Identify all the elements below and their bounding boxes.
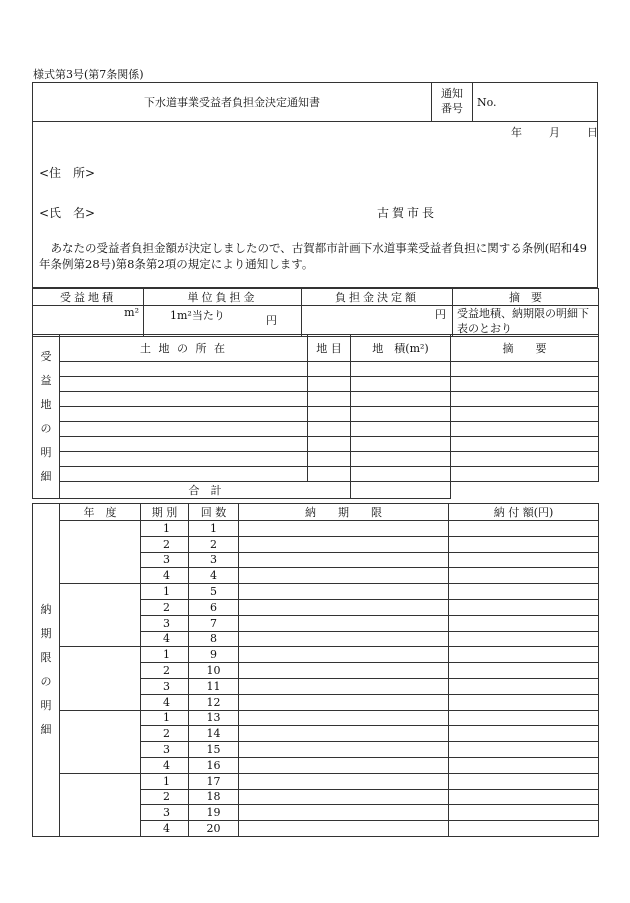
fiscal-year-cell[interactable]	[60, 584, 141, 647]
due-date-cell[interactable]	[239, 615, 449, 631]
total-charge-cell[interactable]: 円	[302, 306, 453, 337]
payment-amount-cell[interactable]	[449, 584, 599, 600]
count-cell: 10	[189, 663, 239, 679]
document-header	[32, 82, 598, 122]
term-cell: 3	[141, 615, 189, 631]
payment-row	[33, 773, 599, 789]
payment-amount-cell[interactable]	[449, 631, 599, 647]
count-cell: 11	[189, 678, 239, 694]
payment-amount-cell[interactable]	[449, 757, 599, 773]
payment-amount-cell[interactable]	[449, 552, 599, 568]
term-cell: 1	[141, 521, 189, 537]
due-date-cell[interactable]	[239, 631, 449, 647]
payment-amount-cell[interactable]	[449, 678, 599, 694]
term-cell: 2	[141, 663, 189, 679]
payment-row	[33, 521, 599, 537]
land-total-row	[33, 482, 599, 499]
header-unit-charge: 単位負担金	[144, 289, 302, 306]
term-cell: 1	[141, 647, 189, 663]
term-cell: 4	[141, 757, 189, 773]
land-details-table	[32, 334, 599, 499]
form-number-label: 様式第3号(第7条関係)	[33, 68, 144, 81]
count-cell: 20	[189, 821, 239, 837]
term-cell: 1	[141, 584, 189, 600]
due-date-cell[interactable]	[239, 773, 449, 789]
count-cell: 5	[189, 584, 239, 600]
count-cell: 8	[189, 631, 239, 647]
header-land-area: 地 積(m²)	[351, 335, 451, 362]
fiscal-year-cell[interactable]	[60, 647, 141, 710]
payment-row	[33, 647, 599, 663]
payment-details-label: 納 期 限 の 明 細	[33, 504, 60, 837]
payment-amount-cell[interactable]	[449, 663, 599, 679]
term-cell: 3	[141, 678, 189, 694]
due-date-cell[interactable]	[239, 568, 449, 584]
land-row	[33, 392, 599, 407]
due-date-cell[interactable]	[239, 789, 449, 805]
count-cell: 18	[189, 789, 239, 805]
count-cell: 14	[189, 726, 239, 742]
land-row	[33, 422, 599, 437]
count-cell: 3	[189, 552, 239, 568]
unit-charge-cell[interactable]: 1m²当たり 円	[144, 306, 302, 337]
due-date-cell[interactable]	[239, 536, 449, 552]
payment-amount-cell[interactable]	[449, 742, 599, 758]
count-cell: 2	[189, 536, 239, 552]
land-total-area[interactable]	[351, 482, 451, 499]
land-row	[33, 377, 599, 392]
address-label: <住 所>	[39, 166, 96, 180]
land-details-label: 受 益 地 の 明 細	[33, 335, 60, 499]
mayor-signature: 古賀市長	[377, 206, 438, 220]
due-date-cell[interactable]	[239, 552, 449, 568]
payment-amount-cell[interactable]	[449, 694, 599, 710]
count-cell: 6	[189, 599, 239, 615]
name-label: <氏 名>	[39, 206, 96, 220]
term-cell: 4	[141, 568, 189, 584]
payment-amount-cell[interactable]	[449, 647, 599, 663]
header-payment-amount: 納 付 額(円)	[449, 504, 599, 521]
due-date-cell[interactable]	[239, 663, 449, 679]
payment-amount-cell[interactable]	[449, 773, 599, 789]
term-cell: 3	[141, 805, 189, 821]
payment-amount-cell[interactable]	[449, 805, 599, 821]
divider	[472, 83, 473, 121]
payment-amount-cell[interactable]	[449, 726, 599, 742]
payment-amount-cell[interactable]	[449, 789, 599, 805]
payment-row	[33, 584, 599, 600]
count-cell: 7	[189, 615, 239, 631]
term-cell: 2	[141, 599, 189, 615]
header-area: 受益地積	[33, 289, 144, 306]
amount-table	[32, 288, 599, 337]
header-land-remarks: 摘 要	[451, 335, 599, 362]
term-cell: 1	[141, 710, 189, 726]
count-cell: 15	[189, 742, 239, 758]
notice-text: あなたの受益者負担金額が決定しましたので、古賀都市計画下水道事業受益者負担に関する条例(昭和49年条例第28号)第8条第2項の規定により通知します。	[39, 241, 587, 271]
count-cell: 12	[189, 694, 239, 710]
term-cell: 4	[141, 694, 189, 710]
fiscal-year-cell[interactable]	[60, 773, 141, 836]
notice-body	[32, 121, 598, 288]
count-cell: 17	[189, 773, 239, 789]
due-date-cell[interactable]	[239, 821, 449, 837]
date-month: 月	[549, 126, 560, 139]
notice-number-field[interactable]: No.	[477, 96, 497, 109]
due-date-cell[interactable]	[239, 521, 449, 537]
count-cell: 19	[189, 805, 239, 821]
term-cell: 2	[141, 536, 189, 552]
land-row	[33, 467, 599, 482]
due-date-cell[interactable]	[239, 678, 449, 694]
term-cell: 1	[141, 773, 189, 789]
land-row	[33, 437, 599, 452]
header-total-charge: 負担金決定額	[302, 289, 453, 306]
payment-amount-cell[interactable]	[449, 615, 599, 631]
land-total-label: 合 計	[60, 482, 351, 499]
payment-amount-cell[interactable]	[449, 821, 599, 837]
due-date-cell[interactable]	[239, 599, 449, 615]
count-cell: 13	[189, 710, 239, 726]
due-date-cell[interactable]	[239, 647, 449, 663]
date-year: 年	[511, 126, 522, 139]
notice-number-label: 通知 番号	[441, 87, 463, 115]
due-date-cell[interactable]	[239, 742, 449, 758]
land-row	[33, 407, 599, 422]
header-location: 土 地 の 所 在	[60, 335, 308, 362]
fiscal-year-cell[interactable]	[60, 710, 141, 773]
document-title: 下水道事業受益者負担金決定通知書	[144, 96, 320, 109]
count-cell: 16	[189, 757, 239, 773]
divider	[431, 83, 432, 121]
land-row	[33, 452, 599, 467]
term-cell: 3	[141, 552, 189, 568]
area-value-cell[interactable]: m²	[33, 306, 144, 337]
header-term: 期 別	[141, 504, 189, 521]
count-cell: 1	[189, 521, 239, 537]
term-cell: 2	[141, 726, 189, 742]
due-date-cell[interactable]	[239, 726, 449, 742]
header-remarks: 摘 要	[453, 289, 599, 306]
due-date-cell[interactable]	[239, 584, 449, 600]
term-cell: 3	[141, 742, 189, 758]
header-due-date: 納 期 限	[239, 504, 449, 521]
payment-amount-cell[interactable]	[449, 599, 599, 615]
payment-amount-cell[interactable]	[449, 536, 599, 552]
due-date-cell[interactable]	[239, 694, 449, 710]
due-date-cell[interactable]	[239, 757, 449, 773]
payment-amount-cell[interactable]	[449, 568, 599, 584]
due-date-cell[interactable]	[239, 710, 449, 726]
due-date-cell[interactable]	[239, 805, 449, 821]
land-row	[33, 362, 599, 377]
payment-row	[33, 710, 599, 726]
payment-amount-cell[interactable]	[449, 521, 599, 537]
remarks-cell: 受益地積、納期限の明細下表のとおり	[453, 306, 599, 337]
header-count: 回 数	[189, 504, 239, 521]
header-land-category: 地 目	[308, 335, 351, 362]
header-fiscal-year: 年 度	[60, 504, 141, 521]
term-cell: 2	[141, 789, 189, 805]
fiscal-year-cell[interactable]	[60, 521, 141, 584]
date-day: 日	[587, 126, 598, 139]
payment-table	[32, 503, 599, 837]
term-cell: 4	[141, 631, 189, 647]
payment-amount-cell[interactable]	[449, 710, 599, 726]
count-cell: 9	[189, 647, 239, 663]
term-cell: 4	[141, 821, 189, 837]
count-cell: 4	[189, 568, 239, 584]
